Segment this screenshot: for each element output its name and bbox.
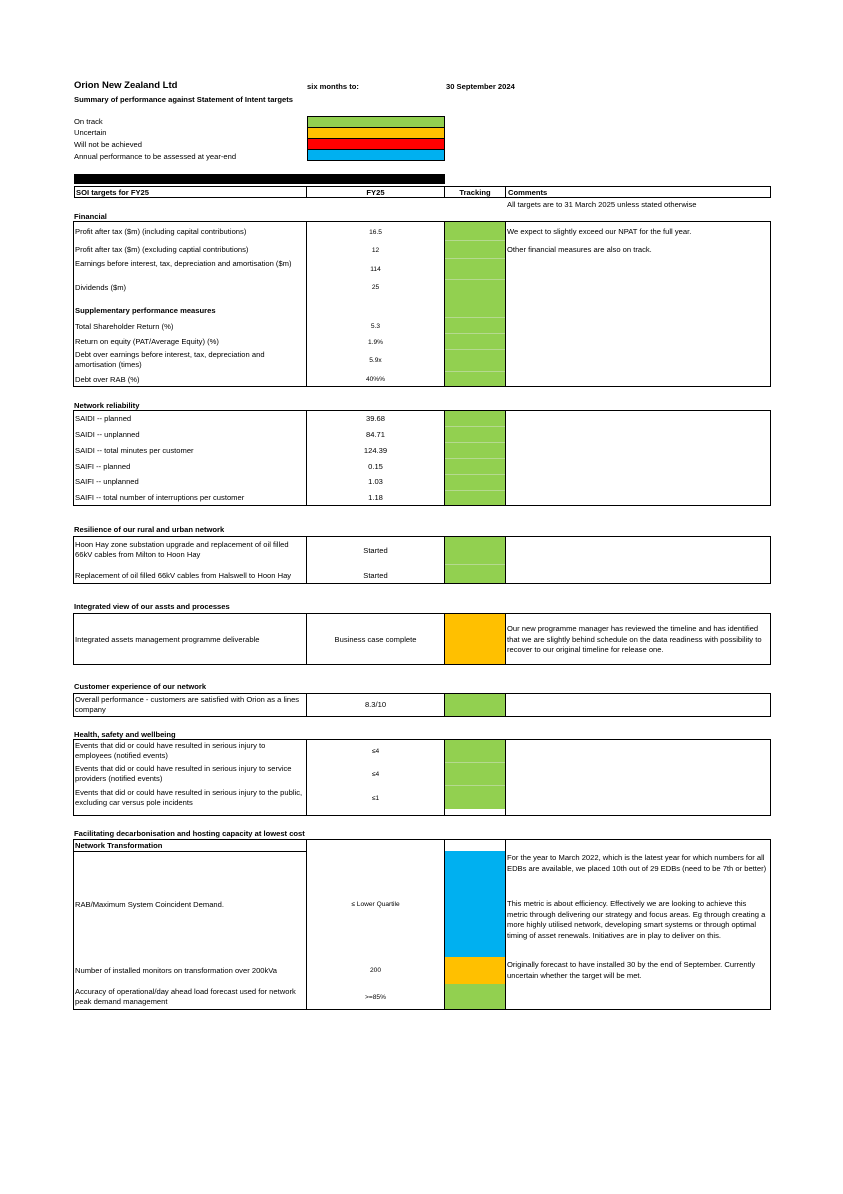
section-title-resilience: Resilience of our rural and urban network — [74, 525, 225, 534]
row-value: 200 — [369, 967, 381, 974]
row-label: SAIFI -- unplanned — [75, 477, 139, 486]
section-title-integrated: Integrated view of our assts and processes — [74, 602, 230, 611]
reliability-section — [73, 410, 771, 506]
subsection-title-network-transformation: Network Transformation — [75, 841, 163, 850]
divider-bar — [74, 174, 445, 184]
comment-rab-2: This metric is about efficiency. Effectively we are looking to achieve this metric through delivering our strategy and focus areas. Eg through creating a more highly utilised network, developing smart systems or through optimal timing of asset renewals. Initiatives are in play to deliver on this. — [507, 899, 766, 940]
tracking-forecast — [445, 984, 505, 1009]
row-label: Accuracy of operational/day ahead load forecast used for network peak demand management — [75, 987, 296, 1006]
row-value: 40%% — [365, 376, 386, 383]
row-label: Debt over RAB (%) — [75, 375, 140, 384]
comment-financial-1: We expect to slightly exceed our NPAT for the full year. — [507, 227, 692, 236]
comment-rab-1: For the year to March 2022, which is the latest year for which numbers for all EDBs are available, we placed 10th out of 29 EDBs (need to be 7th or better) — [507, 853, 767, 873]
comment-monitors: Originally forecast to have installed 30 by the end of September. Currently uncertain whether the target will be met. — [507, 960, 756, 980]
header-col-comments: Comments — [508, 188, 548, 197]
row-value: 84.71 — [365, 430, 385, 439]
header-col-fy25: FY25 — [366, 188, 385, 197]
row-value: 124.39 — [363, 446, 388, 455]
row-value: 5.9x — [369, 357, 382, 364]
row-value: 5.3 — [370, 323, 381, 330]
header-note: All targets are to 31 March 2025 unless stated otherwise — [507, 200, 697, 209]
row-label: Events that did or could have resulted in serious injury to the public, excluding car versus pole incidents — [75, 788, 303, 807]
period-date: 30 September 2024 — [446, 82, 515, 91]
row-value: 8.3/10 — [364, 700, 387, 709]
row-label: Events that did or could have resulted in serious injury to service providers (notified events) — [75, 764, 292, 783]
row-label: Return on equity (PAT/Average Equity) (%) — [75, 337, 219, 346]
report-subtitle: Summary of performance against Statement of Intent targets — [74, 95, 293, 104]
row-value: 1.9% — [367, 339, 384, 346]
legend-label-year-end: Annual performance to be assessed at year-end — [74, 152, 237, 161]
row-value: 25 — [371, 284, 380, 291]
row-value: Business case complete — [334, 635, 417, 644]
row-label: Replacement of oil filled 66kV cables from Halswell to Hoon Hay — [75, 571, 292, 580]
row-value: Started — [363, 571, 388, 580]
tracking-customer — [445, 694, 505, 716]
legend-label-on-track: On track — [74, 117, 103, 126]
row-value: Started — [363, 546, 388, 555]
period-label: six months to: — [307, 82, 359, 91]
tracking-resilience — [445, 537, 505, 583]
row-label: SAIDI -- unplanned — [75, 430, 140, 439]
row-label: SAIFI -- planned — [75, 462, 131, 471]
row-value: ≤4 — [371, 771, 380, 778]
row-value: ≤ Lower Quartile — [351, 901, 400, 908]
tracking-monitors — [445, 957, 505, 984]
legend-label-uncertain: Uncertain — [74, 128, 107, 137]
comment-integrated: Our new programme manager has reviewed the timeline and has identified that we are slightly behind schedule on the data readiness with possibility to recover to our original timeline for release one. — [507, 624, 762, 654]
row-value: >=85% — [365, 994, 386, 1001]
row-label: Integrated assets management programme deliverable — [75, 635, 260, 644]
row-label: Hoon Hay zone substation upgrade and replacement of oil filled 66kV cables from Milton to Hoon Hay — [75, 540, 289, 559]
row-value: ≤1 — [371, 795, 380, 802]
row-label: SAIFI -- total number of interruptions per customer — [75, 493, 245, 502]
row-value: 12 — [371, 247, 380, 254]
row-value: ≤4 — [371, 748, 380, 755]
row-label: Profit after tax ($m) (excluding captial contributions) — [75, 245, 249, 254]
section-title-reliability: Network reliability — [74, 401, 140, 410]
row-label: Earnings before interest, tax, depreciation and amortisation ($m) — [75, 259, 292, 268]
row-label: Dividends ($m) — [75, 283, 127, 292]
section-title-financial: Financial — [74, 212, 107, 221]
section-title-customer: Customer experience of our network — [74, 682, 207, 691]
row-value: 16.5 — [369, 229, 382, 236]
row-label: Profit after tax ($m) (including capital contributions) — [75, 227, 247, 236]
tracking-health — [445, 740, 505, 809]
row-value: 39.68 — [365, 414, 385, 423]
row-label: Events that did or could have resulted in serious injury to employees (notified events) — [75, 741, 266, 760]
tracking-rab — [445, 851, 505, 957]
tracking-integrated — [445, 614, 505, 664]
header-col-tracking: Tracking — [459, 188, 491, 197]
row-label: RAB/Maximum System Coincident Demand. — [75, 900, 224, 909]
section-title-health: Health, safety and wellbeing — [74, 730, 176, 739]
row-label: Overall performance - customers are satisfied with Orion as a lines company — [75, 695, 300, 714]
company-name: Orion New Zealand Ltd — [74, 80, 178, 91]
row-value: 1.18 — [368, 493, 383, 502]
row-value: 0.15 — [368, 462, 383, 471]
comment-financial-2: Other financial measures are also on track. — [507, 245, 652, 254]
row-label: SAIDI -- total minutes per customer — [75, 446, 194, 455]
section-title-decarb: Facilitating decarbonisation and hosting capacity at lowest cost — [74, 829, 305, 838]
legend-label-not-achieved: Will not be achieved — [74, 140, 142, 149]
row-value: 1.03 — [368, 477, 383, 486]
row-label: SAIDI -- planned — [75, 414, 132, 423]
subsection-title-supplementary: Supplementary performance measures — [75, 306, 216, 315]
row-value: 114 — [370, 266, 381, 273]
row-label: Number of installed monitors on transformation over 200kVa — [75, 966, 278, 975]
header-col-targets: SOI targets for FY25 — [76, 188, 150, 197]
row-label: Total Shareholder Return (%) — [75, 322, 174, 331]
tracking-financial — [445, 222, 505, 386]
row-label: Debt over earnings before interest, tax, depreciation and amortisation (times) — [75, 350, 265, 369]
legend-swatch-blue — [307, 149, 445, 161]
